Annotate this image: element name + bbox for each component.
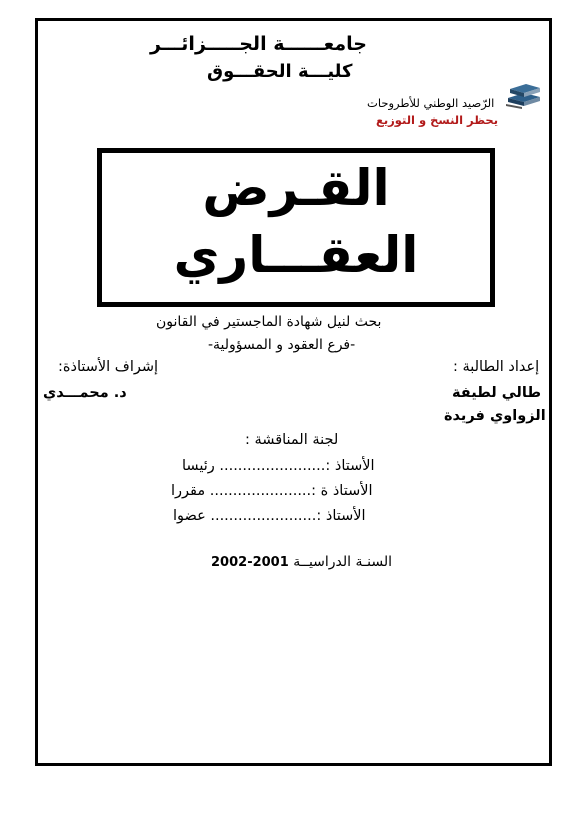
branch-line: -فرع العقود و المسؤولية- <box>208 337 356 353</box>
academic-year <box>211 554 392 570</box>
committee-member-rapporteur: الأستاذ ة :...................... مقررا <box>171 483 373 499</box>
supervision-label: إشراف الأستاذة: <box>58 359 159 375</box>
committee-label: لجنة المناقشة : <box>245 432 339 448</box>
rights-notice: يحظر النسخ و التوزيع <box>376 113 499 127</box>
academic-year-label: السنـة الدراسيــة <box>293 554 392 570</box>
preparation-label: إعداد الطالبة : <box>453 359 540 375</box>
student-name-2: الزواوي فريدة <box>444 408 546 424</box>
archive-name: الرّصيد الوطني للأطروحات <box>367 96 495 110</box>
committee-member-president: الأستاذ :....................... رئيسا <box>182 458 375 474</box>
supervisor-name: د. محمـــدي <box>43 385 127 401</box>
committee-member-examiner: الأستاذ :....................... عضوا <box>173 508 366 524</box>
degree-line: بحث لنيل شهادة الماجستير في القانون <box>156 314 382 330</box>
student-name-1: طالي لطيفة <box>452 385 541 401</box>
faculty-name: كليـــة الحقـــوق <box>207 61 353 82</box>
title-line-2: العقـــاري <box>173 226 419 284</box>
title-line-1: القـرض <box>202 159 390 217</box>
title-box <box>97 148 495 307</box>
university-name: جامعــــــة الجـــــزائـــر <box>150 33 367 55</box>
books-stack-icon <box>504 78 542 110</box>
academic-year-value: 2001-2002 <box>211 555 289 570</box>
